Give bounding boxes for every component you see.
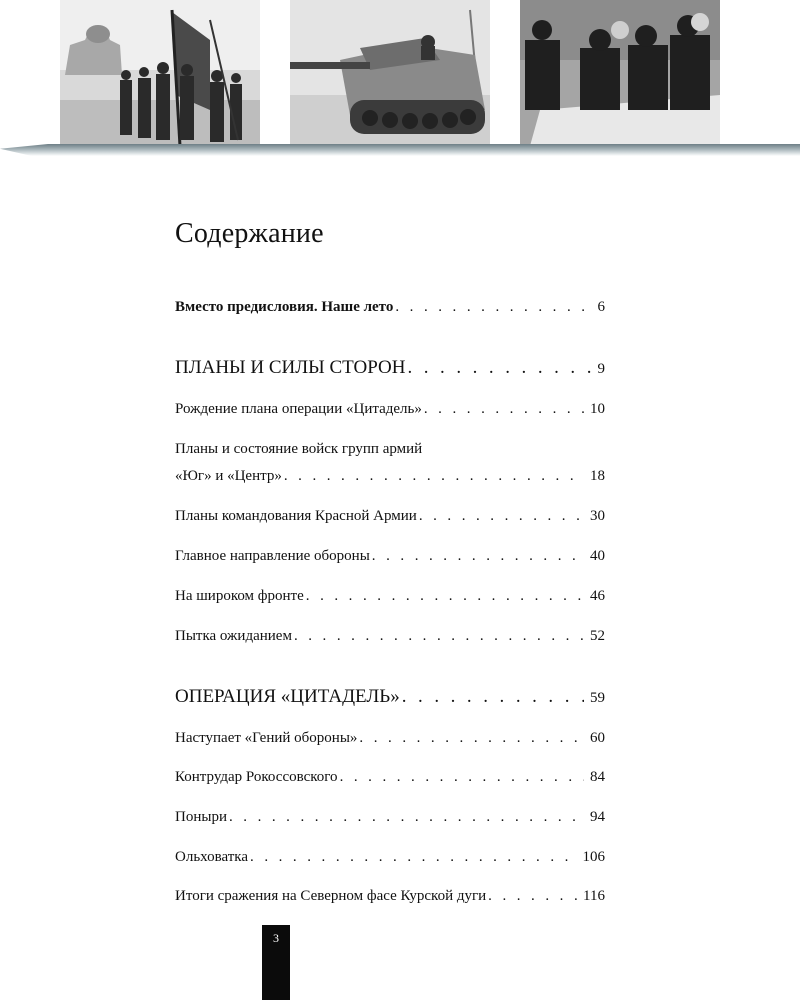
leader-dots: [306, 586, 584, 606]
toc-page-number: 116: [583, 888, 605, 904]
toc-entry-label: ОПЕРАЦИЯ «ЦИТАДЕЛЬ»: [175, 686, 400, 707]
toc-entry-label-line1: Планы и состояние войск групп армий: [175, 441, 423, 457]
leader-dots: [229, 807, 584, 827]
toc-entry-label: «Юг» и «Центр»: [175, 468, 282, 484]
toc-entry-label: Поныри: [175, 809, 227, 825]
leader-dots: [488, 886, 577, 906]
toc-page-number: 9: [597, 361, 605, 377]
toc-entry-label: Планы командования Красной Армии: [175, 508, 417, 524]
toc-entry[interactable]: [175, 466, 605, 486]
toc-page-number: 59: [590, 690, 605, 706]
toc-page-number: 6: [597, 299, 605, 315]
toc-page-number: 94: [590, 809, 605, 825]
photo-banner-parade: [60, 0, 260, 146]
toc-entry-preface[interactable]: [175, 297, 605, 317]
page-number-tab: [262, 925, 290, 1000]
toc-entry[interactable]: [175, 807, 605, 827]
toc-part-heading[interactable]: [175, 356, 605, 381]
page-title: Содержание: [175, 218, 324, 249]
toc-entry[interactable]: [175, 546, 605, 566]
toc-page-number: 106: [582, 849, 605, 865]
leader-dots: [402, 685, 584, 709]
toc-page-number: 30: [590, 508, 605, 524]
toc-entry-label: Контрудар Рокоссовского: [175, 769, 338, 785]
toc-entry-label: Итоги сражения на Северном фасе Курской дуги: [175, 888, 487, 904]
toc-entry[interactable]: [175, 886, 605, 906]
toc-entry[interactable]: [175, 506, 605, 526]
toc-entry-label: Рождение плана операции «Цитадель»: [175, 401, 422, 417]
leader-dots: [372, 546, 584, 566]
leader-dots: [395, 297, 591, 317]
toc-page-number: 52: [590, 628, 605, 644]
toc-entry-label: ПЛАНЫ И СИЛЫ СТОРОН: [175, 357, 406, 378]
toc-page-number: 60: [590, 730, 605, 746]
toc-entry[interactable]: [175, 767, 605, 787]
toc-page-number: 46: [590, 588, 605, 604]
toc-entry[interactable]: [175, 728, 605, 748]
leader-dots: [284, 466, 584, 486]
leader-dots: [250, 847, 576, 867]
leader-dots: [407, 356, 591, 380]
page-number: 3: [273, 931, 279, 945]
header-photo-strip: [0, 0, 800, 160]
photo-officers-map: [520, 0, 720, 146]
photo-tank: [290, 0, 490, 146]
toc-entry[interactable]: [175, 626, 605, 646]
leader-dots: [294, 626, 584, 646]
toc-entry-label: Главное направление обороны: [175, 548, 370, 564]
toc-page-number: 18: [590, 468, 605, 484]
toc-entry-label: Вместо предисловия. Наше лето: [175, 299, 394, 315]
leader-dots: [359, 728, 584, 748]
leader-dots: [424, 399, 584, 419]
toc-entry-label: Наступает «Гений обороны»: [175, 730, 358, 746]
toc-page-number: 40: [590, 548, 605, 564]
toc-entry[interactable]: [175, 586, 605, 606]
toc-entry-label: На широком фронте: [175, 588, 304, 604]
toc-entry-label: Пытка ожиданием: [175, 628, 292, 644]
toc-part-heading[interactable]: [175, 685, 605, 710]
toc-entry-label: Ольховатка: [175, 849, 249, 865]
toc-page-number: 84: [590, 769, 605, 785]
leader-dots: [340, 767, 584, 787]
header-rule: [0, 144, 800, 156]
toc-entry[interactable]: [175, 847, 605, 867]
toc-page-number: 10: [590, 401, 605, 417]
leader-dots: [419, 506, 584, 526]
toc-entry[interactable]: [175, 399, 605, 419]
